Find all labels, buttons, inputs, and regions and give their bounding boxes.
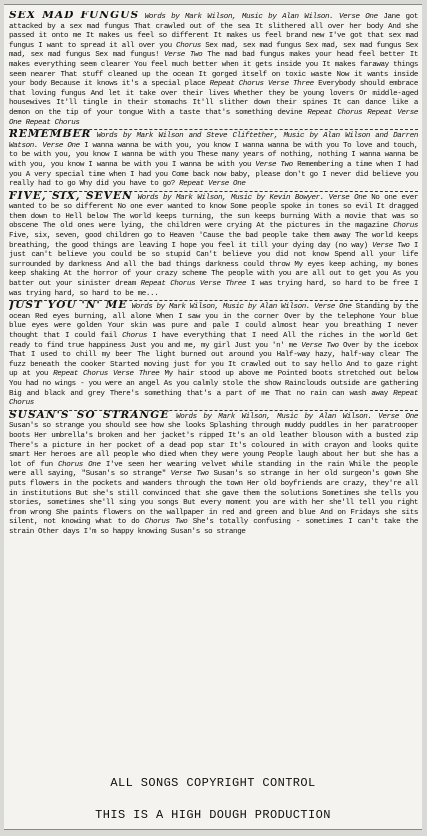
section-label: Chorus (176, 41, 201, 50)
lyric-text: Jane got attacked by a sex mad fungus That crawled out of the sea It slithered all over her body And she passed it onto me It makes us feel so different It makes us feel brand new I've got that sex mad fungus I want to spread it all over you (9, 13, 418, 50)
lyric-text: I just can't believe you could be so stupid Can't believe you did not know Spend all your life surrounded by darkness And all the bad things darkness could throw My eyes keep aching, my bones keep shaking At the horror of your crazy scheme The people with you are all out to get you As you batter out your sinister dream (9, 241, 418, 289)
lyrics-column (9, 11, 418, 771)
lyric-text: Standing by the ocean Red eyes burning, all alone When I saw you in the corner Over by the telephone Your blue blue eyes were golden Your skin was pure and pale I could almost hear you breathing I never thought that I could fail (9, 303, 418, 340)
section-label: Repeat Chorus Repeat Verse One Repeat Chorus (9, 108, 418, 127)
lyric-text: Susan's so strange you should see how she looks Splashing through muddy puddles in her paratrooper boots Her umbrella's broken and her jacket's ripped It's an old leather blouson with a busted zip There's a picture in her pocket of a dead pop star It's coloured in with crayon and looks quite smart Her heroes are all people who died when they were young People laugh about her but she has a lot of fun (9, 422, 418, 469)
section-label: Verse One (42, 141, 80, 150)
song-title: REMEMBER (9, 128, 92, 141)
section-label: Verse Two (170, 470, 209, 479)
lyric-text: Susan's so strange in her old surgeon's gown She puts flowers in the pockets and wanders through the town Her old boyfriends are crazy, they're all in institutions But she's still convinced that she gave them the solutions Sometimes she tells you stories, sometimes she'll sing you songs But every moment you are with her she'll tell you right from wrong She paints flowers on the wallpaper in red and green and blue And on Fridays she sits silent, not knowing what to do (9, 470, 418, 527)
lyric-text: Five, six, seven, good children go to Heaven 'Cause the bad people take them away The world keeps breathing, the good things are leaving I hope you feel it till your dying day (no way) (9, 232, 418, 250)
song-block (9, 11, 418, 130)
song-text (9, 301, 418, 409)
section-label: Repeat Chorus Verse Three (140, 280, 247, 289)
lyric-text: No one ever wanted to be so different No one ever wanted to know Some people spoke in tones so evil It dragged them down to Hell below The world keeps turning, the sun keeps burning With a movie that was so obscene The old ones were lying, the children were crying At the pictures in the magazine (9, 193, 418, 231)
lyric-text: My hair stood up above me Pointed boots stretched out below You had no wings - you were an angel As you calmly stole the show Rainclouds outside are gathering Big and black and grey There's something that's a part of me That no rain can wash away (9, 370, 418, 398)
section-label: Chorus One (57, 460, 101, 469)
song-text (9, 189, 418, 300)
section-label: Verse One (328, 193, 367, 202)
song-title: JUST YOU 'N' ME (9, 299, 128, 312)
section-label: Repeat Chorus Verse Three (53, 370, 160, 379)
section-label: Verse One (338, 13, 378, 21)
lyric-text: She's totally confusing - sometimes I can't take the strain Other days I'm so happy knowing Susan's so strange (9, 518, 418, 536)
song-text (9, 130, 418, 190)
section-label: Verse Two (255, 160, 293, 169)
lyric-text: I've seen her wearing velvet while standing in the rain While the people were all saying, "Susan's so strange" (9, 460, 418, 479)
lyric-text: Sex mad, sex mad fungus Sex mad, sex mad fungus Sex mad, sex mad fungus Sex mad fungus! (9, 41, 418, 60)
section-label: Chorus (393, 222, 418, 231)
section-label: Verse One (378, 412, 418, 421)
song-title: FIVE, SIX, SEVEN (9, 189, 133, 202)
section-label: Repeat Chorus (9, 389, 418, 408)
song-block (9, 408, 418, 539)
lyric-text: The mad bad fungus makes your head feel better It makes everything seem clearer You feel much better when it gets inside you It makes faraway things seem nearer That stuff cleaned up the ocean It gorged itself on toxic waste Now it wants inside your body Because it knows it's a special place (9, 51, 418, 89)
section-label: Chorus (122, 332, 148, 340)
lyric-text: I wanna wanna be with you, you know I wanna wanna be with you To love and touch, to be with you, you know I wanna be with you These many years of nothing, nothing I wanna wanna be with you, you know I wanna be with you I wanna be with you (9, 141, 418, 169)
section-label: Verse Two (372, 241, 410, 250)
song-block (9, 301, 418, 411)
lyric-text: I was trying hard, so hard to be free I was trying hard, so hard to be me... (9, 280, 418, 298)
production-notice (4, 808, 422, 822)
song-credit: Words by Mark Wilson, Music by Alan Wilson. (131, 303, 311, 312)
song-text (9, 11, 418, 128)
song-title: SUSAN'S SO STRANGE (9, 408, 170, 421)
production-text: THIS IS A HIGH DOUGH PRODUCTION (95, 808, 331, 822)
song-credit: Words by Mark Wilson, Music by Alan Wilson. (176, 412, 372, 421)
copyright-text: ALL SONGS COPYRIGHT CONTROL (110, 776, 316, 790)
lyric-text: I have everything that I need All the riches in the world Get ready to find true happiness Just you and me, my girl Just you 'n' me (9, 332, 418, 350)
section-label: Verse Two (164, 51, 203, 60)
copyright-notice (4, 776, 422, 790)
lyric-sheet (4, 4, 422, 830)
section-label: Repeat Chorus Verse Three (209, 80, 314, 89)
song-title: SEX MAD FUNGUS (9, 11, 140, 21)
song-block (9, 189, 418, 302)
section-label: Repeat Verse One (179, 180, 246, 189)
lyric-text: Everybody should embrace that loving fungus And let it take over their lives Whether they be young lovers Or middle-aged housewives It'll tingle in their stomachs It'll slither down their spines It can dance like a demon on the tip of your tongue With a taste that's something devine (9, 80, 418, 117)
song-credit: Words by Mark Wilson, Music by Kevin Bowyer. (137, 193, 324, 202)
song-credit: Words by Mark Wilson, Music by Alan Wilson. (144, 13, 334, 21)
song-text (9, 408, 418, 538)
lyric-text: Over by the icebox That I used to chill my beer The light burned out around you Half-way hazy, half-way clear The fuzz beneath the cooker Started moving just for you It crawled out to say hello And to gaze right up at you (9, 341, 418, 379)
section-label: Chorus Two (144, 518, 188, 527)
lyric-text: Remembering a time when I had you A very special time when I had you Come back now baby, please don't go I never did believe you really had to go Why did you have to go? (9, 160, 418, 189)
song-block (9, 130, 418, 192)
song-credit: Words by Mark Wilson and Steve Cliftether, Music by Alan Wilson and Darren Watson. (9, 132, 418, 150)
section-label: Verse One (314, 303, 352, 312)
section-label: Verse Two (301, 341, 339, 350)
